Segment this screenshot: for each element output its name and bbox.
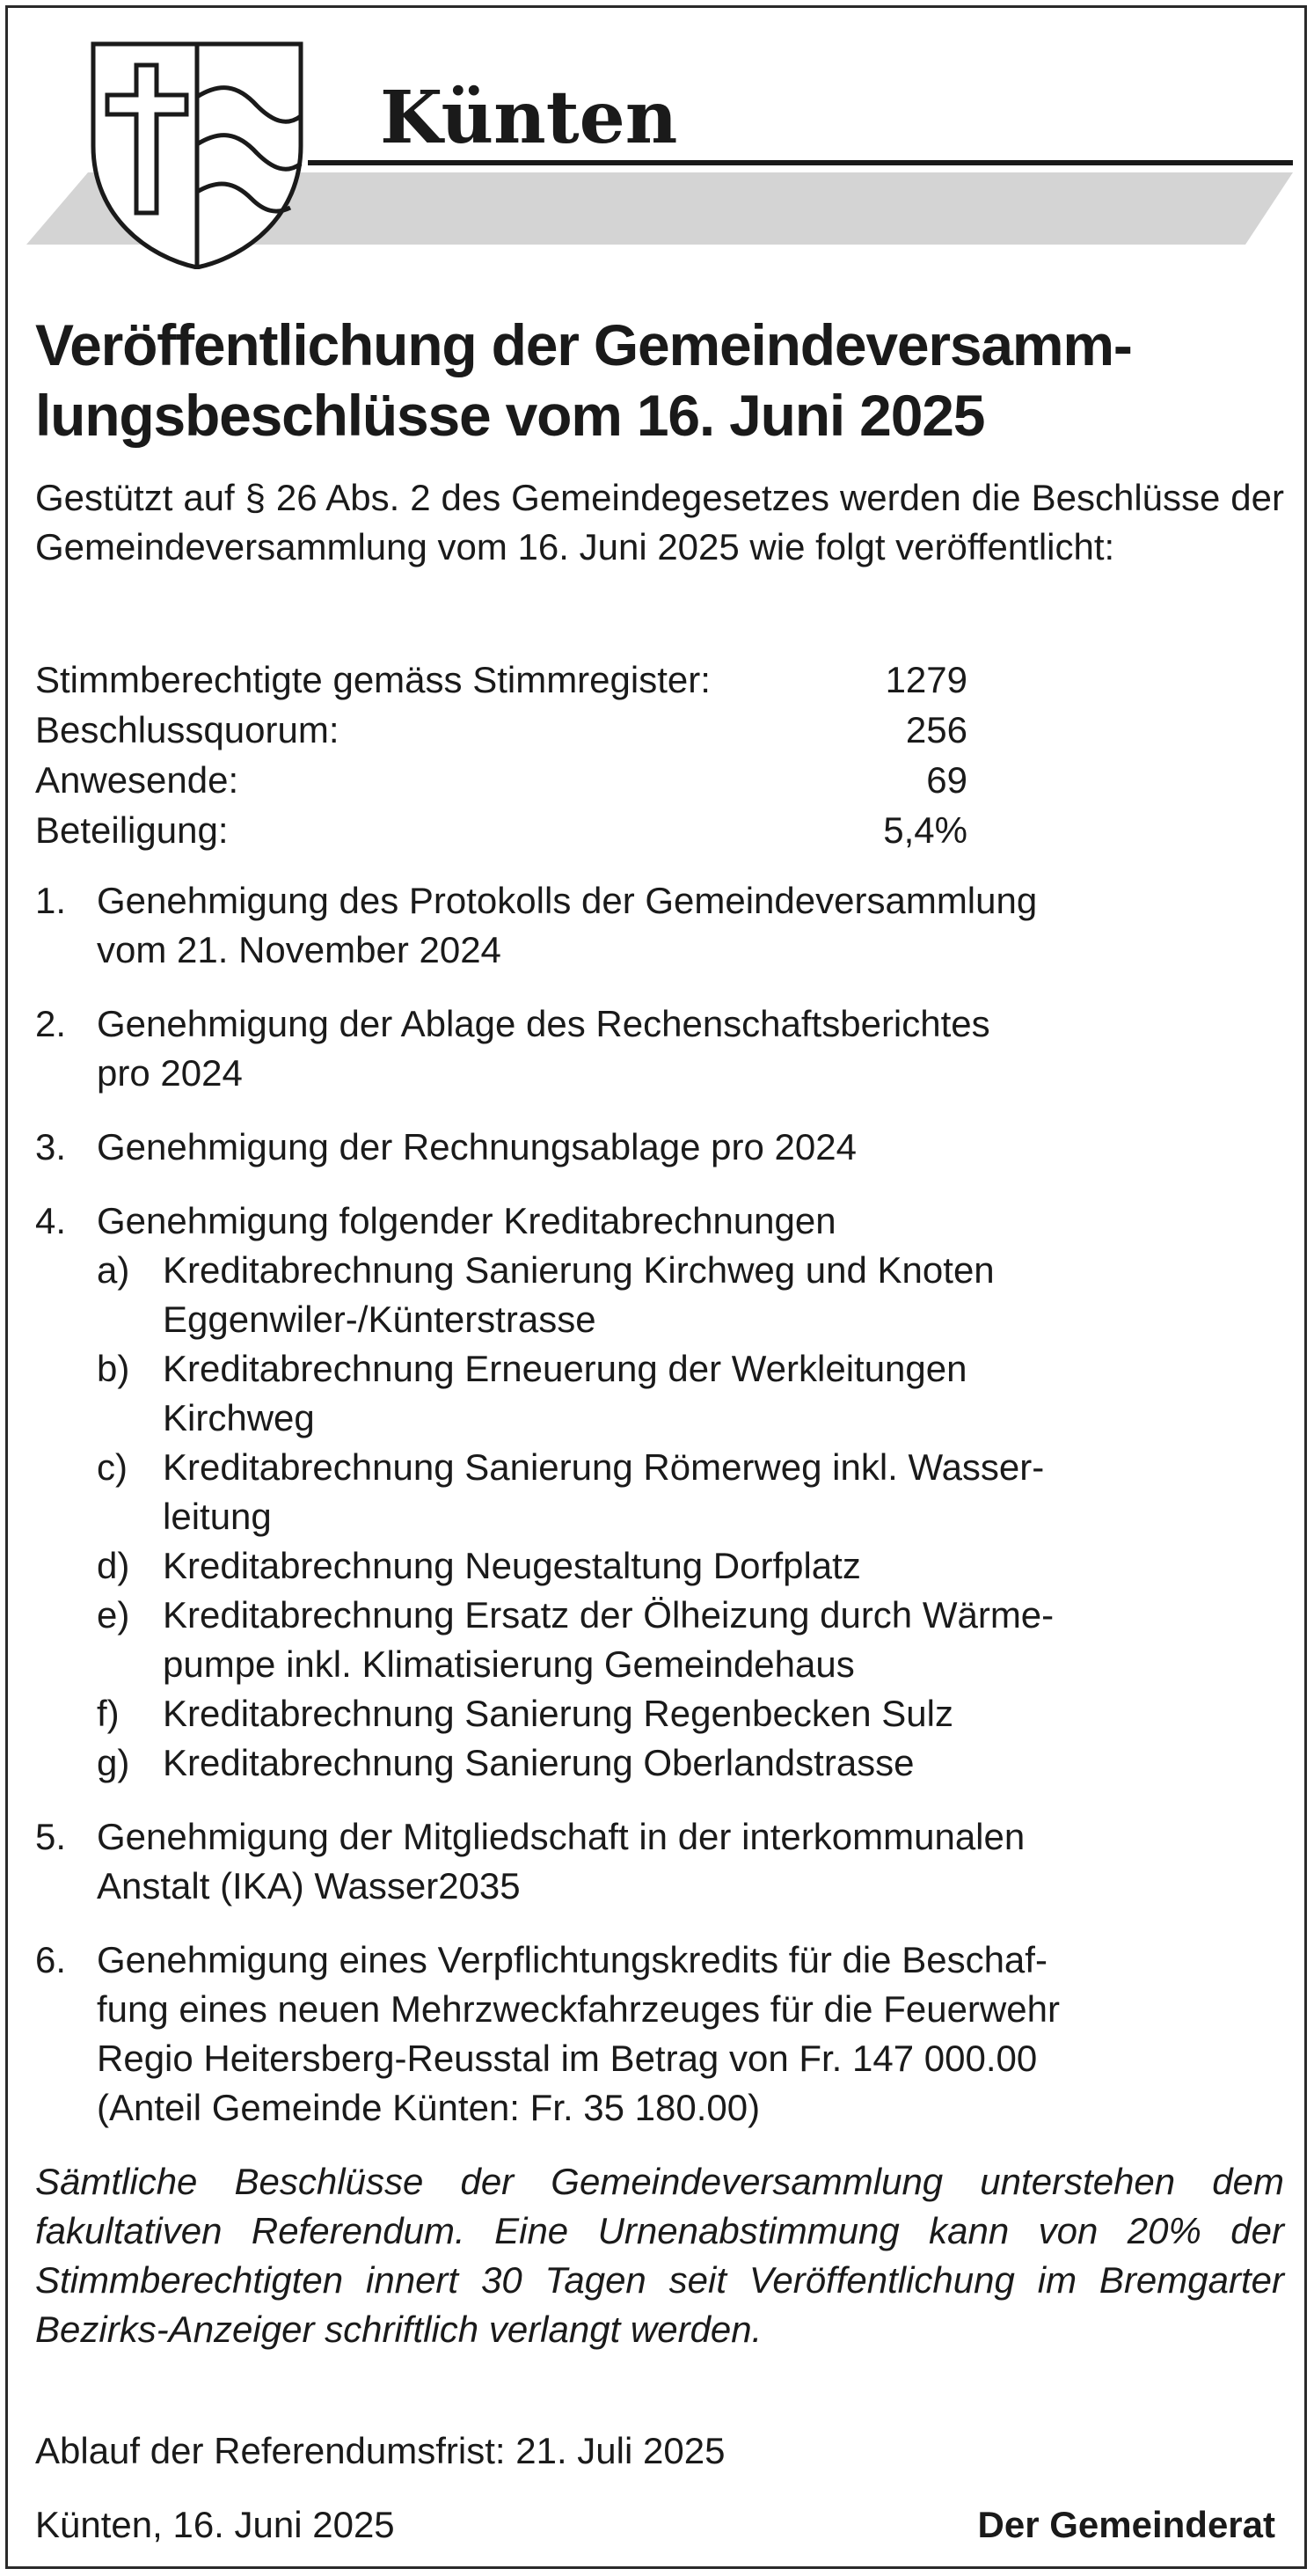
item-text [97, 999, 1284, 1098]
stat-value: 69 [926, 759, 967, 801]
sub-item [97, 1246, 1284, 1344]
sub-item-text [163, 1443, 1284, 1541]
place-date: Künten, 16. Juni 2025 [35, 2504, 395, 2545]
item-line: Genehmigung der Ablage des Rechenschaftsberichtes [97, 1003, 990, 1044]
sub-item-line: Kirchweg [163, 1397, 315, 1438]
item-line: fung eines neuen Mehrzweckfahrzeuges für die Feuerwehr [97, 1988, 1060, 2030]
sub-item-line: Kreditabrechnung Sanierung Kirchweg und Knoten [163, 1249, 995, 1291]
list-item [35, 1123, 1284, 1172]
stat-row [35, 755, 967, 805]
referendum-deadline: Ablauf der Referendumsfrist: 21. Juli 2025 [35, 2430, 726, 2471]
header-rule [308, 160, 1293, 165]
sub-item-line: Kreditabrechnung Neugestaltung Dorfplatz [163, 1545, 861, 1586]
stat-label: Beteiligung: [35, 809, 229, 851]
stat-value: 1279 [885, 659, 967, 700]
item-number: 4. [35, 1200, 67, 1241]
sub-item [97, 1591, 1284, 1689]
stat-row [35, 655, 967, 705]
item-number: 5. [35, 1816, 67, 1857]
signature: Der Gemeinderat [977, 2504, 1275, 2545]
item-line: Anstalt (IKA) Wasser2035 [97, 1865, 521, 1906]
page-title-line: Veröffentlichung der Gemeindeversamm- [35, 312, 1132, 377]
stat-label: Beschlussquorum: [35, 709, 339, 750]
sub-item-text [163, 1738, 1284, 1788]
list-item [35, 876, 1284, 975]
page-title-line: lungsbeschlüsse vom 16. Juni 2025 [35, 383, 985, 448]
item-text [97, 876, 1284, 975]
sub-item-line: Kreditabrechnung Sanierung Oberlandstrasse [163, 1742, 915, 1783]
item-line: Genehmigung der Mitgliedschaft in der interkommunalen [97, 1816, 1026, 1857]
item-line: Regio Heitersberg-Reusstal im Betrag von Fr. 147 000.00 [97, 2038, 1038, 2079]
sub-item-line: pumpe inkl. Klimatisierung Gemeindehaus [163, 1643, 855, 1685]
referendum-note: Sämtliche Beschlüsse der Gemeindeversammlung unterstehen dem fakultativen Referendum. Eine Urnenabstimmung kann von 20% der Stimmberechtigten innert 30 Tagen seit Veröffentlichung im Bremgarter Bezirks-Anzeiger schriftlich verlangt werden. [35, 2161, 1284, 2350]
sub-item-line: leitung [163, 1496, 272, 1537]
sub-item-letter: g) [97, 1742, 130, 1783]
coat-of-arms-icon [88, 40, 306, 269]
item-text [97, 1936, 1284, 2133]
sub-item-text [163, 1246, 1284, 1344]
sub-item-line: Kreditabrechnung Sanierung Römerweg inkl. Wasser- [163, 1446, 1045, 1488]
item-text [97, 1197, 1284, 1788]
sub-item-letter: f) [97, 1693, 120, 1734]
sub-item [97, 1738, 1284, 1788]
sub-item [97, 1541, 1284, 1591]
list-item [35, 1936, 1284, 2133]
sub-item [97, 1443, 1284, 1541]
item-title: Genehmigung folgender Kreditabrechnungen [97, 1200, 836, 1241]
sub-item-letter: d) [97, 1545, 130, 1586]
sub-item-line: Kreditabrechnung Ersatz der Ölheizung durch Wärme- [163, 1594, 1055, 1636]
item-text [97, 1812, 1284, 1911]
sub-item-letter: e) [97, 1594, 130, 1636]
stat-label: Stimmberechtigte gemäss Stimmregister: [35, 659, 711, 700]
item-number: 6. [35, 1939, 67, 1980]
footer [35, 2500, 1275, 2550]
page-title [35, 310, 1284, 450]
item-line: Genehmigung eines Verpflichtungskredits für die Beschaf- [97, 1939, 1048, 1980]
item-line: Genehmigung der Rechnungsablage pro 2024 [97, 1126, 857, 1167]
sub-item-line: Eggenwiler-/Künterstrasse [163, 1299, 596, 1340]
sub-item-text [163, 1541, 1284, 1591]
item-number: 3. [35, 1126, 67, 1167]
item-line: Genehmigung des Protokolls der Gemeindeversammlung [97, 880, 1038, 921]
intro-paragraph: Gestützt auf § 26 Abs. 2 des Gemeindegesetzes werden die Beschlüsse der Gemeindeversammlung vom 16. Juni 2025 wie folgt veröffentlicht: [35, 477, 1284, 567]
sub-item-letter: a) [97, 1249, 130, 1291]
sub-item-text [163, 1591, 1284, 1689]
sub-item [97, 1344, 1284, 1443]
item-text [97, 1123, 1284, 1172]
item-number: 1. [35, 880, 67, 921]
resolution-list [35, 876, 1284, 2157]
stat-row [35, 805, 967, 855]
sub-item-text [163, 1689, 1284, 1738]
sub-item-letter: b) [97, 1348, 130, 1389]
stat-label: Anwesende: [35, 759, 239, 801]
list-item [35, 1197, 1284, 1788]
stat-row [35, 705, 967, 755]
sub-item-letter: c) [97, 1446, 128, 1488]
sub-item-line: Kreditabrechnung Sanierung Regenbecken Sulz [163, 1693, 953, 1734]
list-item [35, 999, 1284, 1098]
item-line: vom 21. November 2024 [97, 929, 501, 970]
item-line: (Anteil Gemeinde Künten: Fr. 35 180.00) [97, 2087, 761, 2128]
stat-value: 5,4% [883, 809, 967, 851]
sub-item [97, 1689, 1284, 1738]
sub-item-text [163, 1344, 1284, 1443]
municipality-name: Künten [380, 76, 678, 160]
item-number: 2. [35, 1003, 67, 1044]
list-item [35, 1812, 1284, 1911]
attendance-stats [35, 655, 967, 855]
stat-value: 256 [905, 709, 967, 750]
sub-item-line: Kreditabrechnung Erneuerung der Werkleitungen [163, 1348, 967, 1389]
item-line: pro 2024 [97, 1052, 243, 1094]
